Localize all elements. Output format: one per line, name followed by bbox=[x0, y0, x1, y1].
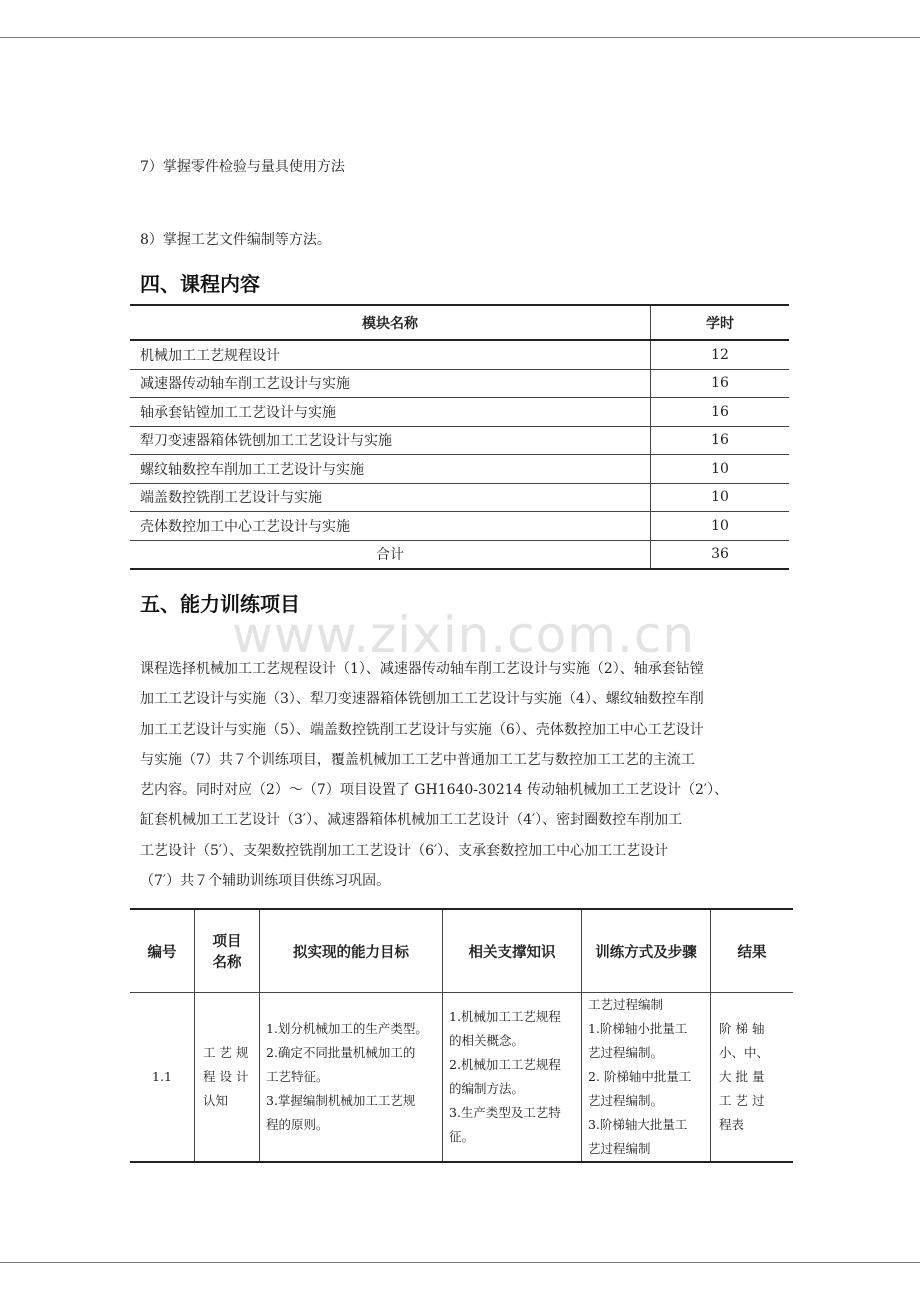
objective-7: 7）掌握零件检验与量具使用方法 bbox=[140, 159, 345, 175]
paragraph-line: 缸套机械加工工艺设计（3′）、减速器箱体机械加工工艺设计（4′）、密封圈数控车削加工 bbox=[140, 812, 683, 829]
paragraph-line: 加工工艺设计与实施（3）、犁刀变速器箱体铣刨加工工艺设计与实施（4）、螺纹轴数控车削 bbox=[140, 691, 704, 708]
table-row bbox=[130, 398, 789, 427]
project-id: 1.1 bbox=[130, 993, 195, 1163]
col-knowledge: 相关支撑知识 bbox=[443, 909, 582, 993]
course-content-table bbox=[130, 304, 789, 570]
cell-line: 2.机械加工工艺规程 bbox=[449, 1057, 561, 1072]
cell-line: 程表 bbox=[719, 1117, 745, 1132]
module-name: 减速器传动轴车削工艺设计与实施 bbox=[130, 369, 651, 398]
total-label: 合计 bbox=[130, 540, 651, 569]
section4-heading: 四、课程内容 bbox=[140, 272, 260, 296]
table-row bbox=[130, 993, 793, 1163]
cell-line: 3.掌握编制机械加工工艺规 bbox=[266, 1093, 416, 1108]
cell-line: 3.生产类型及工艺特 bbox=[449, 1105, 561, 1120]
paragraph-line: 工艺设计（5′）、支架数控铣削加工工艺设计（6′）、支承套数控加工中心加工工艺设计 bbox=[140, 842, 669, 859]
paragraph-line: 加工工艺设计与实施（5）、端盖数控铣削工艺设计与实施（6）、壳体数控加工中心工艺设计 bbox=[140, 721, 704, 738]
paragraph-line: 与实施（7）共７个训练项目，覆盖机械加工工艺中普通加工工艺与数控加工工艺的主流工 bbox=[140, 751, 695, 768]
cell-line: 的编制方法。 bbox=[449, 1081, 525, 1096]
header-rule bbox=[0, 37, 920, 38]
cell-line: 艺过程编制。 bbox=[588, 1045, 664, 1060]
col-project-name bbox=[195, 909, 260, 993]
cell-line: 阶 梯 轴 bbox=[719, 1021, 765, 1036]
cell-line: 小、中、 bbox=[719, 1045, 770, 1060]
cell-line: 3.阶梯轴大批量工 bbox=[588, 1117, 688, 1132]
col-module-name: 模块名称 bbox=[130, 305, 651, 340]
col-hours: 学时 bbox=[651, 305, 790, 340]
module-hours: 10 bbox=[651, 483, 790, 512]
section5-heading: 五、能力训练项目 bbox=[140, 592, 300, 616]
cell-line: 大 批 量 bbox=[719, 1069, 765, 1084]
module-hours: 10 bbox=[651, 512, 790, 541]
table-row bbox=[130, 340, 789, 369]
module-name: 轴承套钻镗加工工艺设计与实施 bbox=[130, 398, 651, 427]
watermark: www.zixin.com.cn bbox=[232, 606, 696, 664]
result bbox=[711, 993, 794, 1163]
paragraph-line: 课程选择机械加工工艺规程设计（1）、减速器传动轴车削工艺设计与实施（2）、轴承套钻镗 bbox=[140, 661, 704, 677]
table-row bbox=[130, 369, 789, 398]
table-row bbox=[130, 455, 789, 484]
cell-line: 工 艺 过 bbox=[719, 1093, 765, 1108]
paragraph-line: 艺内容。同时对应（2）～（7）项目设置了 GH1640-30214 传动轴机械加工工艺设计（2′）、 bbox=[140, 782, 729, 799]
cell-line: 认知 bbox=[203, 1093, 229, 1108]
table-header-row bbox=[130, 305, 789, 340]
cell-line: 的相关概念。 bbox=[449, 1033, 525, 1048]
objective-8: 8）掌握工艺文件编制等方法。 bbox=[140, 232, 331, 248]
header-line: 项目 bbox=[212, 934, 242, 950]
module-name: 螺纹轴数控车削加工工艺设计与实施 bbox=[130, 455, 651, 484]
header-line: 名称 bbox=[212, 955, 242, 971]
table-row bbox=[130, 512, 789, 541]
col-ability-goals: 拟实现的能力目标 bbox=[260, 909, 443, 993]
module-name: 壳体数控加工中心工艺设计与实施 bbox=[130, 512, 651, 541]
module-hours: 16 bbox=[651, 398, 790, 427]
cell-line: 1.机械加工工艺规程 bbox=[449, 1009, 561, 1024]
module-name: 端盖数控铣削工艺设计与实施 bbox=[130, 483, 651, 512]
table-total-row bbox=[130, 540, 789, 569]
supporting-knowledge bbox=[443, 993, 582, 1163]
cell-line: 2.确定不同批量机械加工的 bbox=[266, 1045, 416, 1060]
cell-line: 艺过程编制 bbox=[588, 1141, 651, 1156]
col-result: 结果 bbox=[711, 909, 794, 993]
cell-line: 1.划分机械加工的生产类型。 bbox=[266, 1021, 428, 1036]
module-hours: 12 bbox=[651, 340, 790, 369]
cell-line: 2. 阶梯轴中批量工 bbox=[588, 1069, 692, 1084]
project-name bbox=[195, 993, 260, 1163]
paragraph-line: （7′）共７个辅助训练项目供练习巩固。 bbox=[140, 873, 391, 890]
table-row bbox=[130, 483, 789, 512]
section5-paragraph bbox=[140, 654, 785, 896]
module-name: 机械加工工艺规程设计 bbox=[130, 340, 651, 369]
total-hours: 36 bbox=[651, 540, 790, 569]
cell-line: 工艺特征。 bbox=[266, 1069, 329, 1084]
col-id: 编号 bbox=[130, 909, 195, 993]
table-header-row bbox=[130, 909, 793, 993]
cell-line: 工 艺 规 bbox=[203, 1045, 249, 1060]
col-method: 训练方式及步骤 bbox=[582, 909, 711, 993]
module-hours: 16 bbox=[651, 426, 790, 455]
training-method bbox=[582, 993, 711, 1163]
module-hours: 10 bbox=[651, 455, 790, 484]
cell-line: 程的原则。 bbox=[266, 1117, 329, 1132]
ability-goals bbox=[260, 993, 443, 1163]
module-name: 犁刀变速器箱体铣刨加工工艺设计与实施 bbox=[130, 426, 651, 455]
footer-rule bbox=[0, 1262, 920, 1263]
cell-line: 程 设 计 bbox=[203, 1069, 249, 1084]
training-project-table bbox=[130, 908, 793, 1163]
table-row bbox=[130, 426, 789, 455]
cell-line: 征。 bbox=[449, 1129, 475, 1144]
cell-line: 1.阶梯轴小批量工 bbox=[588, 1021, 688, 1036]
module-hours: 16 bbox=[651, 369, 790, 398]
cell-line: 艺过程编制。 bbox=[588, 1093, 664, 1108]
cell-line: 工艺过程编制 bbox=[588, 997, 664, 1012]
